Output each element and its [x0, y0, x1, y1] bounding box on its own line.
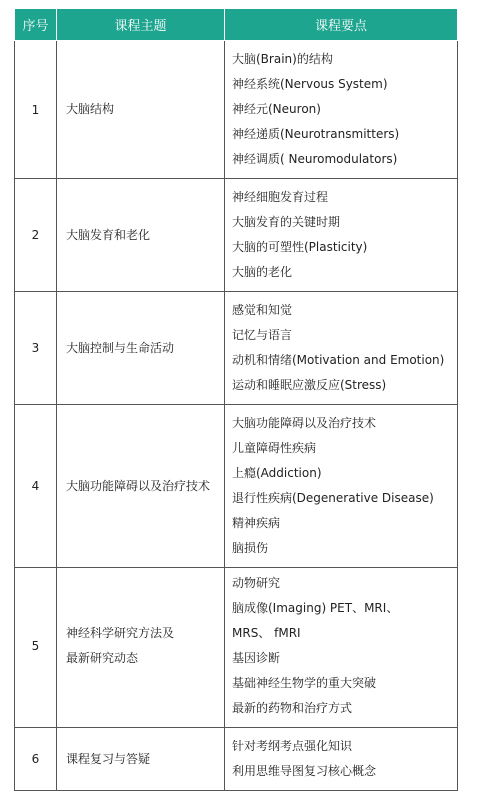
- table-row: [15, 292, 458, 405]
- point-item: 精神疾病: [232, 516, 281, 530]
- point-item: 记忆与语言: [232, 328, 293, 342]
- topic-line: 大脑控制与生命活动: [66, 340, 175, 355]
- topic-line: 最新研究动态: [66, 651, 139, 665]
- table-row: [15, 179, 458, 292]
- header-num: 序号: [15, 9, 57, 41]
- row-points: [225, 292, 458, 405]
- header-topic: 课程主题: [57, 9, 225, 41]
- point-item: 基础神经生物学的重大突破: [232, 676, 377, 690]
- curriculum-table-part2: [14, 565, 458, 791]
- row-topic: [57, 728, 225, 791]
- point-item: 大脑的老化: [232, 265, 293, 279]
- row-number: 4: [15, 405, 57, 568]
- point-item: 神经元(Neuron): [232, 102, 321, 116]
- point-item: 脑成像(Imaging) PET、MRI、: [232, 601, 399, 615]
- row-topic: [57, 41, 225, 179]
- header-points: 课程要点: [225, 9, 458, 41]
- row-number: 5: [15, 565, 57, 728]
- point-item: 神经系统(Nervous System): [232, 77, 388, 91]
- point-item: 大脑(Brain)的结构: [232, 52, 333, 66]
- point-item: 大脑功能障碍以及治疗技术: [232, 416, 377, 430]
- row-points: [225, 565, 458, 728]
- point-item: 神经调质( Neuromodulators): [232, 152, 398, 166]
- point-item: 基因诊断: [232, 651, 281, 665]
- table-row: [15, 41, 458, 179]
- point-item: 运动和睡眠应激反应(Stress): [232, 378, 387, 392]
- point-item: 感觉和知觉: [232, 303, 293, 317]
- table-row: [15, 405, 458, 568]
- point-item: MRS、 fMRI: [232, 626, 301, 640]
- curriculum-table-part1: [14, 8, 458, 568]
- topic-line: 大脑发育和老化: [66, 227, 151, 242]
- point-item: 儿童障碍性疾病: [232, 441, 317, 455]
- topic-line: 神经科学研究方法及: [66, 626, 175, 640]
- row-number: 3: [15, 292, 57, 405]
- row-points: [225, 405, 458, 568]
- row-topic: [57, 292, 225, 405]
- point-item: 最新的药物和治疗方式: [232, 701, 353, 715]
- topic-line: 大脑功能障碍以及治疗技术: [66, 478, 211, 493]
- row-points: [225, 41, 458, 179]
- point-item: 针对考纲考点强化知识: [232, 739, 353, 753]
- table-row: [15, 728, 458, 791]
- point-item: 上瘾(Addiction): [232, 466, 322, 480]
- point-item: 大脑发育的关键时期: [232, 215, 341, 229]
- row-points: [225, 728, 458, 791]
- row-topic: [57, 565, 225, 728]
- table-row: [15, 565, 458, 728]
- point-item: 神经递质(Neurotransmitters): [232, 127, 400, 141]
- point-item: 大脑的可塑性(Plasticity): [232, 240, 368, 254]
- row-number: 2: [15, 179, 57, 292]
- point-item: 动机和情绪(Motivation and Emotion): [232, 353, 445, 367]
- point-item: 退行性疾病(Degenerative Disease): [232, 491, 434, 505]
- row-topic: [57, 405, 225, 568]
- topic-line: 课程复习与答疑: [66, 751, 151, 766]
- row-points: [225, 179, 458, 292]
- row-number: 6: [15, 728, 57, 791]
- point-item: 动物研究: [232, 576, 281, 590]
- point-item: 脑损伤: [232, 541, 269, 555]
- topic-line: 大脑结构: [66, 102, 115, 116]
- point-item: 神经细胞发育过程: [232, 190, 329, 204]
- header-row: [15, 9, 458, 41]
- point-item: 利用思维导图复习核心概念: [232, 764, 377, 778]
- row-number: 1: [15, 41, 57, 179]
- row-topic: [57, 179, 225, 292]
